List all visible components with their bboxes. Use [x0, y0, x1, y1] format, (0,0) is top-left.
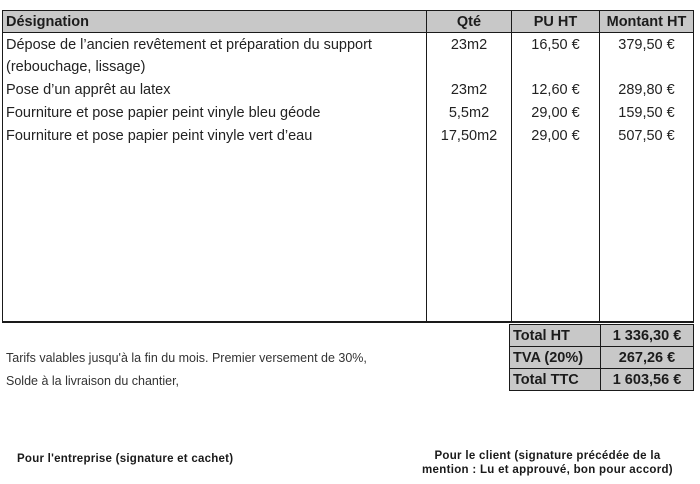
qty-cell: 17,50m2	[427, 124, 512, 147]
total-ht-label: Total HT	[510, 325, 601, 347]
designation-cell: Fourniture et pose papier peint vinyle vert d’eau	[3, 124, 427, 147]
table-row	[3, 33, 694, 79]
col-header-qty: Qté	[427, 11, 512, 33]
empty-filler-row	[3, 147, 694, 322]
col-header-designation: Désignation	[3, 11, 427, 33]
designation-cell: Dépose de l’ancien revêtement et préparation du support (rebouchage, lissage)	[3, 33, 427, 79]
qty-cell: 23m2	[427, 33, 512, 79]
tva-label: TVA (20%)	[510, 347, 601, 369]
qty-cell: 23m2	[427, 78, 512, 101]
amount-cell: 507,50 €	[600, 124, 694, 147]
unit-price-cell: 12,60 €	[512, 78, 600, 101]
header-row	[3, 11, 694, 33]
unit-price-cell: 16,50 €	[512, 33, 600, 79]
table-row	[3, 101, 694, 124]
total-ttc-value: 1 603,56 €	[601, 369, 694, 391]
signature-client	[395, 450, 700, 477]
designation-cell: Fourniture et pose papier peint vinyle bleu géode	[3, 101, 427, 124]
tva-row	[510, 347, 694, 369]
unit-price-cell: 29,00 €	[512, 124, 600, 147]
total-ttc-row	[510, 369, 694, 391]
payment-terms-notes	[6, 347, 367, 393]
table-row	[3, 124, 694, 147]
payment-terms-line2: Solde à la livraison du chantier,	[6, 374, 180, 388]
amount-cell: 379,50 €	[600, 33, 694, 79]
qty-cell: 5,5m2	[427, 101, 512, 124]
col-header-unit-price: PU HT	[512, 11, 600, 33]
amount-cell: 289,80 €	[600, 78, 694, 101]
total-ht-value: 1 336,30 €	[601, 325, 694, 347]
table-row	[3, 78, 694, 101]
unit-price-cell: 29,00 €	[512, 101, 600, 124]
quote-table	[2, 10, 694, 323]
total-ttc-label: Total TTC	[510, 369, 601, 391]
empty-cell	[3, 147, 427, 322]
signature-client-line1: Pour le client (signature précédée de la	[434, 450, 661, 462]
tva-value: 267,26 €	[601, 347, 694, 369]
signature-client-line2: mention : Lu et approuvé, bon pour accord)	[422, 463, 673, 476]
totals-table	[509, 324, 694, 391]
amount-cell: 159,50 €	[600, 101, 694, 124]
signature-company: Pour l'entreprise (signature et cachet)	[17, 453, 234, 465]
designation-cell: Pose d’un apprêt au latex	[3, 78, 427, 101]
empty-cell	[512, 147, 600, 322]
payment-terms-line1: Tarifs valables jusqu'à la fin du mois. Premier versement de 30%,	[6, 351, 367, 365]
total-ht-row	[510, 325, 694, 347]
col-header-amount: Montant HT	[600, 11, 694, 33]
empty-cell	[600, 147, 694, 322]
empty-cell	[427, 147, 512, 322]
